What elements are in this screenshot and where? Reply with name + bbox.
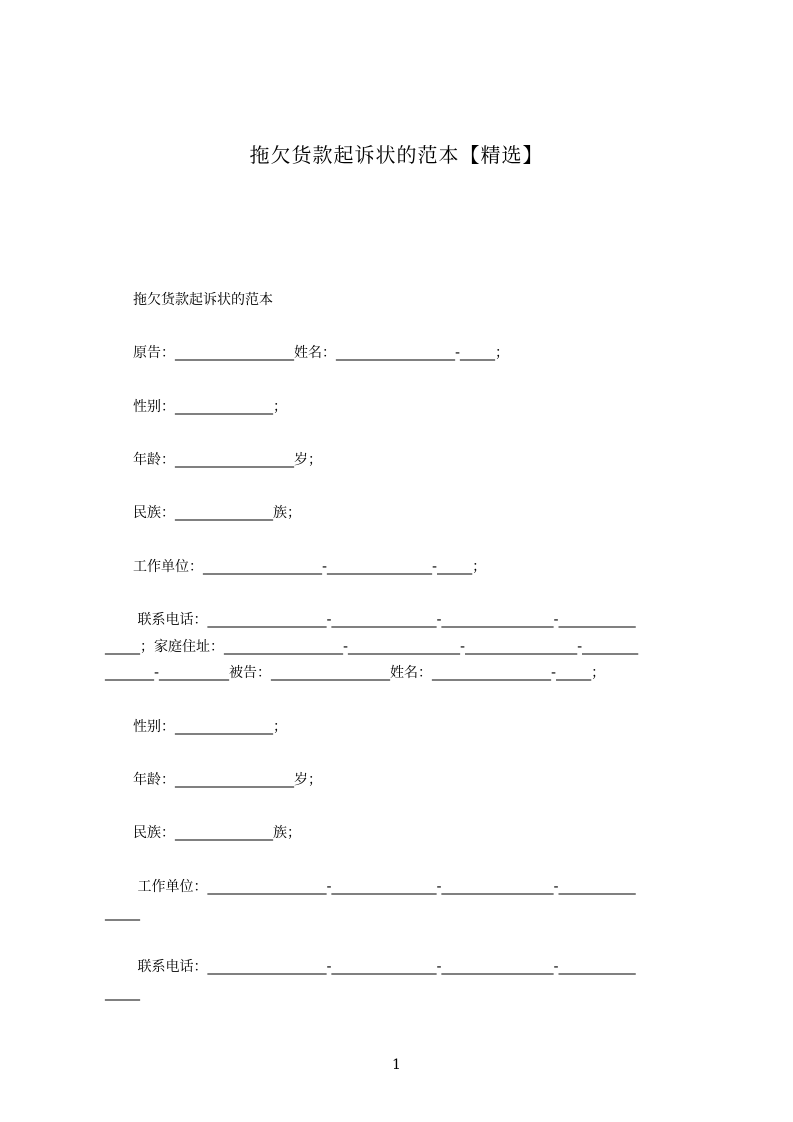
defendant-age-line: 年龄：_________________岁；	[105, 772, 322, 788]
document-title: 拖欠货款起诉状的范本【精选】	[249, 143, 544, 167]
plaintiff-line: 原告：_________________姓名：_________________-_____；	[105, 345, 510, 361]
defendant-ethnicity-line: 民族：______________族；	[105, 825, 301, 841]
plaintiff-ethnicity-line: 民族：______________族；	[105, 505, 301, 521]
page-number: 1	[392, 1057, 401, 1073]
plaintiff-employer-line: 工作单位：_________________-_______________-_____；	[105, 559, 487, 575]
defendant-employer-line: 工作单位：_________________-_______________-________________-___________	[105, 879, 636, 895]
plaintiff-phone-line: 联系电话：_________________-_______________-________________-___________	[105, 612, 636, 628]
defendant-line: _______-__________被告：_________________姓名：_________________-_____；	[105, 665, 606, 681]
section-heading: 拖欠货款起诉状的范本	[105, 292, 273, 308]
plaintiff-gender-line: 性别：______________；	[105, 399, 287, 415]
defendant-phone-line-continued: _____	[105, 985, 140, 1001]
defendant-employer-line-continued: _____	[105, 905, 140, 921]
defendant-gender-line: 性别：______________；	[105, 719, 287, 735]
plaintiff-age-line: 年龄：_________________岁；	[105, 452, 322, 468]
defendant-phone-line: 联系电话：_________________-_______________-________________-___________	[105, 959, 636, 975]
plaintiff-address-line: _____；家庭住址：_________________-________________-________________-________	[105, 639, 639, 655]
